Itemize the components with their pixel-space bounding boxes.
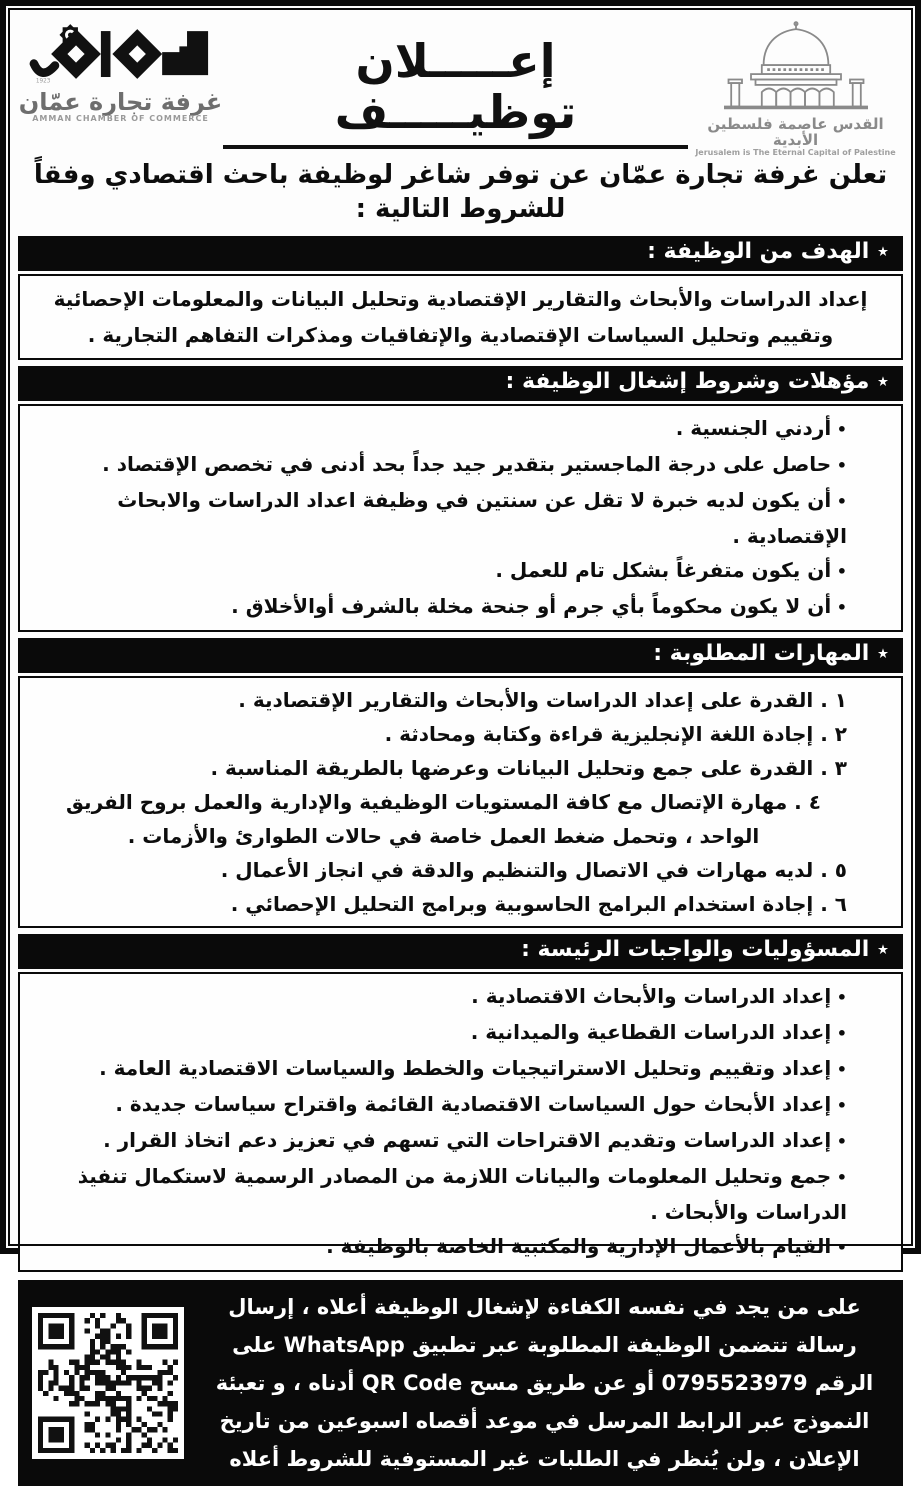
section-header-qualifications: ٭ مؤهلات وشروط إشغال الوظيفة : xyxy=(18,366,903,401)
qualification-item: • أن يكون لديه خبرة لا تقل عن سنتين في وظيفة اعداد الدراسات والابحاث الإقتصادية . xyxy=(40,483,847,553)
section-body-skills xyxy=(18,676,903,928)
qualification-item: • أن يكون متفرغاً بشكل تام للعمل . xyxy=(40,553,847,589)
jerusalem-caption-english: Jerusalem is The Eternal Capital of Palestine xyxy=(695,148,896,157)
page-title: إعـــــلان توظيـــــف xyxy=(223,36,688,149)
duty-item: • إعداد الدراسات وتقديم الاقتراحات التي تسهم في تعزيز دعم اتخاذ القرار . xyxy=(40,1123,847,1159)
qualification-item: • حاصل على درجة الماجستير بتقدير جيد جداً بحد أدنى في تخصص الإقتصاد . xyxy=(40,447,847,483)
acc-year-mark: 1923 xyxy=(35,78,50,85)
application-text: على من يجد في نفسه الكفاءة لإشغال الوظيفة أعلاه ، إرسال رسالة تتضمن الوظيفة المطلوبة عبر تطبيق WhatsApp على الرقم 0795523979 أو عن طريق مسح QR Code أدناه ، و تعبئة النموذج عبر الرابط المرسل في موعد أقصاه اسبوعين من تاريخ الإعلان ، ولن يُنظر في الطلبات غير المستوفية للشروط أعلاه xyxy=(215,1295,874,1471)
duty-item: • إعداد وتقييم وتحليل الاستراتيجيات والخطط والسياسات الاقتصادية العامة . xyxy=(40,1051,847,1087)
page-header xyxy=(18,18,903,157)
section-body-objective xyxy=(18,274,903,360)
qualification-item: • أردني الجنسية . xyxy=(40,411,847,447)
section-header-duties: ٭ المسؤوليات والواجبات الرئيسة : xyxy=(18,934,903,969)
skill-item: ٦ . إجادة استخدام البرامج الحاسوبية وبرامج التحليل الإحصائي . xyxy=(230,892,847,916)
acc-name-arabic: غرفة تجارة عمّان xyxy=(18,88,223,116)
dome-of-the-rock-icon xyxy=(706,20,886,112)
duty-item: • إعداد الدراسات والأبحاث الاقتصادية . xyxy=(40,979,847,1015)
acc-logo xyxy=(18,18,223,123)
intro-line: تعلن غرفة تجارة عمّان عن توفر شاغر لوظيفة باحث اقتصادي وفقاً للشروط التالية : xyxy=(33,160,888,224)
qr-code xyxy=(32,1307,184,1459)
acc-name-english: AMMAN CHAMBER OF COMMERCE xyxy=(32,114,209,123)
duty-item: • إعداد الأبحاث حول السياسات الاقتصادية القائمة واقتراح سياسات جديدة . xyxy=(40,1087,847,1123)
skill-item: ١ . القدرة على إعداد الدراسات والأبحاث والتقارير الإقتصادية . xyxy=(238,688,847,712)
jerusalem-logo xyxy=(688,18,903,157)
section-body-qualifications xyxy=(18,404,903,632)
section-body-duties xyxy=(18,972,903,1272)
skill-item: ٣ . القدرة على جمع وتحليل البيانات وعرضها بالطريقة المناسبة . xyxy=(210,756,847,780)
skill-item: ٥ . لديه مهارات في الاتصال والتنظيم والدقة في انجاز الأعمال . xyxy=(220,858,847,882)
section-header-skills: ٭ المهارات المطلوبة : xyxy=(18,638,903,673)
objective-text: إعداد الدراسات والأبحاث والتقارير الإقتصادية وتحليل البيانات والمعلومات الإحصائية وتقييم وتحليل السياسات الإقتصادية والإتفاقيات ومذكرات التفاهم التجارية . xyxy=(53,287,868,347)
acc-calligraphy-icon xyxy=(32,22,210,88)
section-header-objective: ٭ الهدف من الوظيفة : xyxy=(18,236,903,271)
qualification-item: • أن لا يكون محكوماً بأي جرم أو جنحة مخلة بالشرف أوالأخلاق . xyxy=(40,589,847,625)
jerusalem-caption-arabic: القدس عاصمة فلسطين الأبدية xyxy=(707,115,884,149)
duty-item: • القيام بالأعمال الإدارية والمكتبية الخاصة بالوظيفة . xyxy=(40,1229,847,1265)
application-instructions xyxy=(18,1280,903,1486)
skill-item: ٤ . مهارة الإتصال مع كافة المستويات الوظيفية والإدارية والعمل بروح الفريق الواحد ، وتحمل ضغط العمل خاصة في حالات الطوارئ والأزمات . xyxy=(66,790,821,848)
skill-item: ٢ . إجادة اللغة الإنجليزية قراءة وكتابة ومحادثة . xyxy=(384,722,847,746)
duty-item: • جمع وتحليل المعلومات والبيانات اللازمة من المصادر الرسمية لاستكمال تنفيذ الدراسات والأبحاث . xyxy=(40,1159,847,1229)
duty-item: • إعداد الدراسات القطاعية والميدانية . xyxy=(40,1015,847,1051)
